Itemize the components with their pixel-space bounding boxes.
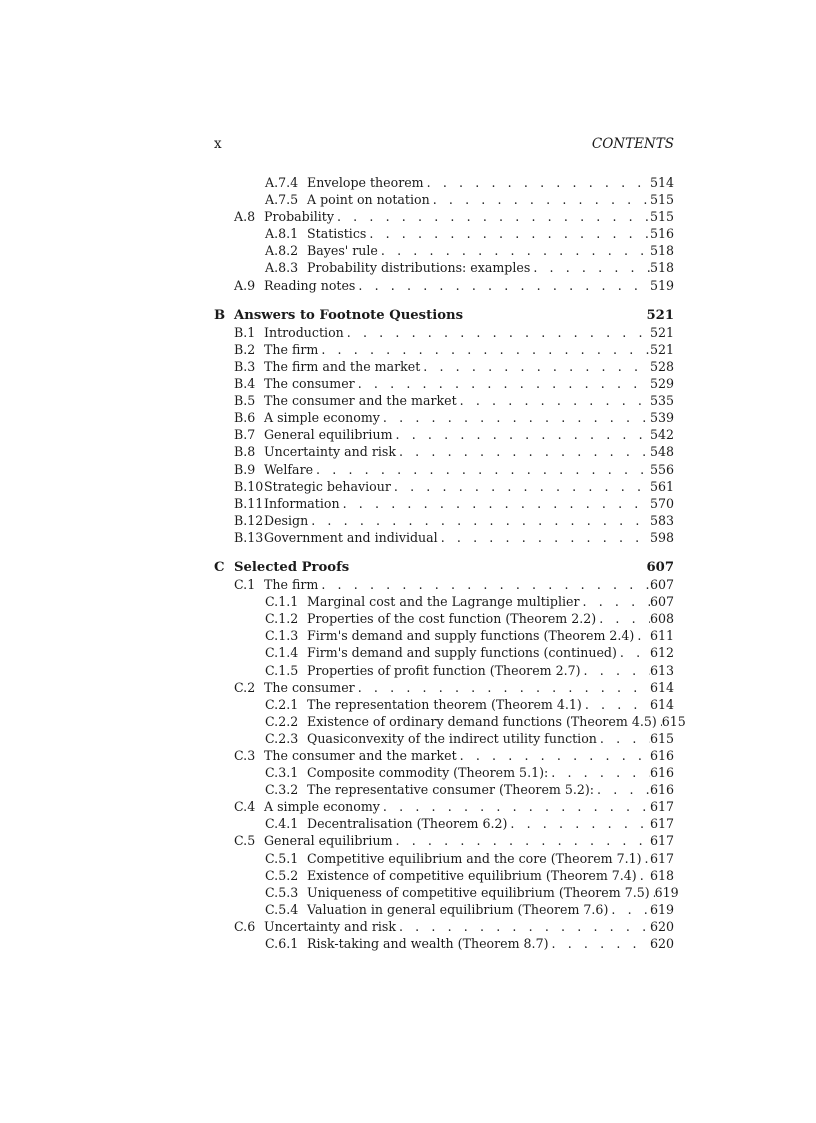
entry-number: C.1.4 [265, 645, 299, 661]
entry-title: Competitive equilibrium and the core (Theorem 7.1) [307, 850, 642, 866]
toc-subsection-entry[interactable] [214, 644, 674, 661]
toc-subsection-entry[interactable] [214, 935, 674, 952]
entry-number: B.13 [234, 529, 264, 545]
toc-section-entry[interactable] [214, 747, 674, 764]
entry-page: 516 [649, 226, 674, 242]
entry-number: C.1.5 [265, 662, 299, 678]
entry-title: Bayes' rule [307, 243, 378, 259]
entry-page: 521 [649, 341, 674, 357]
entry-title: The consumer [264, 376, 355, 392]
entry-title: The consumer and the market [264, 393, 457, 409]
entry-page: 617 [649, 816, 674, 832]
entry-title: General equilibrium [264, 833, 393, 849]
dot-leader [460, 747, 650, 764]
dot-leader [399, 443, 650, 460]
toc-subsection-entry[interactable] [214, 696, 674, 713]
dot-leader [583, 593, 650, 610]
entry-title: Existence of competitive equilibrium (Theorem 7.4) [307, 867, 637, 883]
toc-section-entry[interactable] [214, 832, 674, 849]
dot-leader [460, 392, 650, 409]
entry-title: Firm's demand and supply functions (Theorem 2.4) [307, 628, 635, 644]
entry-number: C.2.2 [265, 713, 299, 729]
dot-leader [600, 730, 650, 747]
entry-title: Uncertainty and risk [264, 918, 396, 934]
toc-subsection-entry[interactable] [214, 850, 674, 867]
entry-page: 529 [649, 376, 674, 392]
entry-page: 611 [649, 628, 674, 644]
entry-number: C.5.4 [265, 901, 299, 917]
dot-leader [441, 529, 650, 546]
toc-subsection-entry[interactable] [214, 627, 674, 644]
entry-page: 583 [649, 512, 674, 528]
dot-leader [640, 867, 650, 884]
toc-section-entry[interactable] [214, 918, 674, 935]
toc-section-entry[interactable] [214, 478, 674, 495]
dot-leader [427, 174, 650, 191]
entry-title: Valuation in general equilibrium (Theorem 7.6) [307, 901, 609, 917]
dot-leader [381, 242, 650, 259]
entry-page: 515 [649, 192, 674, 208]
entry-page: 519 [649, 277, 674, 293]
chapter-page: 521 [646, 307, 674, 323]
entry-title: Existence of ordinary demand functions (Theorem 4.5) [307, 713, 657, 729]
entry-page: 607 [649, 577, 674, 593]
entry-title: The firm and the market [264, 358, 421, 374]
entry-title: Welfare [264, 461, 314, 477]
entry-page: 607 [649, 594, 674, 610]
toc-section-entry[interactable] [214, 208, 674, 225]
toc-section-entry[interactable] [214, 529, 674, 546]
dot-leader [620, 644, 650, 661]
entry-title: Properties of profit function (Theorem 2.7) [307, 662, 581, 678]
entry-number: C.4.1 [265, 816, 299, 832]
dot-leader [599, 610, 650, 627]
chapter-title: Selected Proofs [234, 559, 350, 575]
entry-number: A.8.3 [265, 260, 299, 276]
toc-section-entry[interactable] [214, 324, 674, 341]
dot-leader [399, 918, 650, 935]
entry-title: Quasiconvexity of the indirect utility function [307, 730, 597, 746]
entry-title: Decentralisation (Theorem 6.2) [307, 816, 508, 832]
entry-title: The firm [264, 341, 319, 357]
entry-number: B.7 [234, 427, 256, 443]
dot-leader [551, 764, 650, 781]
entry-page: 612 [649, 645, 674, 661]
entry-number: B.2 [234, 341, 256, 357]
entry-title: Uniqueness of competitive equilibrium (Theorem 7.5) [307, 884, 650, 900]
dot-leader [394, 478, 650, 495]
dot-leader [597, 781, 650, 798]
entry-number: A.7.4 [265, 175, 299, 190]
toc-subsection-entry[interactable] [214, 662, 674, 679]
entry-number: C.1 [234, 577, 256, 593]
entry-title: Reading notes [264, 277, 356, 293]
page-number: x [214, 136, 222, 152]
entry-page: 598 [649, 529, 674, 545]
dot-leader [369, 225, 650, 242]
toc-section-entry[interactable] [214, 341, 674, 358]
toc-subsection-entry[interactable] [214, 242, 674, 259]
entry-title: The representative consumer (Theorem 5.2): [307, 782, 595, 798]
toc-section-entry[interactable] [214, 495, 674, 512]
entry-page: 618 [649, 867, 674, 883]
toc-subsection-entry[interactable] [214, 610, 674, 627]
toc-section-entry[interactable] [214, 358, 674, 375]
entry-page: 518 [649, 260, 674, 276]
entry-page: 616 [649, 782, 674, 798]
dot-leader [343, 495, 650, 512]
toc-subsection-entry[interactable] [214, 259, 674, 276]
entry-number: C.3.1 [265, 765, 299, 781]
entry-title: Probability distributions: examples [307, 260, 531, 276]
entry-number: C.1.2 [265, 611, 299, 627]
toc-subsection-entry[interactable] [214, 191, 674, 208]
dot-leader [584, 662, 650, 679]
toc-subsection-entry[interactable] [214, 867, 674, 884]
entry-page: 615 [649, 730, 674, 746]
entry-number: B.1 [234, 324, 256, 340]
entry-title: A simple economy [264, 799, 380, 815]
entry-title: Statistics [307, 226, 367, 242]
toc-section-entry[interactable] [214, 461, 674, 478]
entry-number: A.7.5 [265, 192, 299, 208]
page-header [214, 136, 674, 154]
entry-page: 570 [649, 495, 674, 511]
toc-subsection-entry[interactable] [214, 713, 686, 730]
dot-leader [358, 375, 650, 392]
entry-number: C.4 [234, 799, 256, 815]
dot-leader [637, 627, 650, 644]
entry-title: Strategic behaviour [264, 478, 391, 494]
entry-number: B.5 [234, 393, 256, 409]
dot-leader [510, 815, 650, 832]
entry-number: C.5 [234, 833, 256, 849]
entry-title: Uncertainty and risk [264, 444, 396, 460]
entry-page: 518 [649, 243, 674, 259]
running-title: CONTENTS [591, 136, 674, 152]
toc-section-entry[interactable] [214, 409, 674, 426]
entry-page: 620 [649, 918, 674, 934]
toc-subsection-entry[interactable] [214, 815, 674, 832]
entry-number: B.8 [234, 444, 256, 460]
chapter-number: C [214, 559, 225, 575]
entry-number: C.6.1 [265, 936, 299, 952]
entry-title: Information [264, 495, 340, 511]
dot-leader [337, 208, 650, 225]
entry-page: 542 [649, 427, 674, 443]
entry-title: A simple economy [264, 410, 380, 426]
entry-number: A.8 [234, 209, 256, 225]
toc-subsection-entry[interactable] [214, 225, 674, 242]
dot-leader [423, 358, 650, 375]
entry-page: 616 [649, 765, 674, 781]
entry-page: 613 [649, 662, 674, 678]
dot-leader [321, 576, 650, 593]
entry-number: A.8.2 [265, 243, 299, 259]
entry-page: 515 [649, 209, 674, 225]
entry-page: 616 [649, 748, 674, 763]
entry-title: The representation theorem (Theorem 4.1) [307, 696, 582, 712]
entry-number: B.10 [234, 478, 264, 494]
entry-title: The consumer [264, 679, 355, 695]
toc-section-entry[interactable] [214, 679, 674, 696]
dot-leader [358, 679, 650, 696]
entry-title: Design [264, 512, 309, 528]
toc-section-entry[interactable] [214, 443, 674, 460]
entry-page: 620 [649, 936, 674, 952]
entry-number: C.2.3 [265, 730, 299, 746]
toc-subsection-entry[interactable] [214, 781, 674, 798]
entry-number: C.1.3 [265, 628, 299, 644]
chapter-heading[interactable] [214, 559, 674, 576]
entry-number: C.5.2 [265, 867, 299, 883]
entry-number: C.2 [234, 679, 256, 695]
chapter-title: Answers to Footnote Questions [234, 307, 464, 323]
entry-page: 608 [649, 611, 674, 627]
entry-title: General equilibrium [264, 427, 393, 443]
entry-title: Composite commodity (Theorem 5.1): [307, 765, 549, 781]
entry-number: C.6 [234, 918, 256, 934]
dot-leader [321, 341, 650, 358]
entry-page: 617 [649, 850, 674, 866]
entry-page: 535 [649, 393, 674, 409]
toc-subsection-entry[interactable] [214, 593, 674, 610]
entry-title: The firm [264, 577, 319, 593]
dot-leader [396, 832, 650, 849]
toc-subsection-entry[interactable] [214, 174, 674, 191]
entry-number: B.12 [234, 512, 264, 528]
entry-number: B.11 [234, 495, 264, 511]
chapter-number: B [214, 307, 226, 323]
entry-number: B.3 [234, 358, 256, 374]
entry-title: Risk-taking and wealth (Theorem 8.7) [307, 936, 549, 952]
toc-section-entry[interactable] [214, 277, 674, 294]
entry-page: 619 [649, 901, 674, 917]
entry-number: C.3 [234, 748, 256, 763]
entry-title: Firm's demand and supply functions (continued) [307, 645, 617, 661]
toc-subsection-entry[interactable] [214, 901, 674, 918]
entry-page: 521 [649, 324, 674, 340]
dot-leader [433, 191, 650, 208]
toc-subsection-entry[interactable] [214, 730, 674, 747]
dot-leader [311, 512, 650, 529]
entry-title: Envelope theorem [307, 175, 424, 190]
chapter-page: 607 [646, 559, 674, 575]
dot-leader [585, 696, 650, 713]
entry-title: Marginal cost and the Lagrange multiplier [307, 594, 580, 610]
dot-leader [383, 798, 650, 815]
entry-page: 617 [649, 799, 674, 815]
entry-page: 615 [661, 713, 686, 729]
entry-number: C.1.1 [265, 594, 299, 610]
entry-page: 514 [649, 175, 674, 190]
entry-number: C.3.2 [265, 782, 299, 798]
entry-title: The consumer and the market [264, 748, 457, 763]
entry-number: A.8.1 [265, 226, 299, 242]
entry-page: 561 [649, 478, 674, 494]
dot-leader [533, 259, 650, 276]
toc-section-entry[interactable] [214, 426, 674, 443]
entry-number: B.6 [234, 410, 256, 426]
toc-subsection-entry[interactable] [214, 764, 674, 781]
dot-leader [552, 935, 650, 952]
toc-subsection-entry[interactable] [214, 884, 679, 901]
entry-number: C.5.3 [265, 884, 299, 900]
entry-title: Government and individual [264, 529, 438, 545]
entry-number: C.5.1 [265, 850, 299, 866]
chapter-heading[interactable] [214, 307, 674, 324]
entry-number: B.9 [234, 461, 256, 477]
entry-number: C.2.1 [265, 696, 299, 712]
entry-title: Properties of the cost function (Theorem 2.2) [307, 611, 597, 627]
entry-number: A.9 [234, 277, 256, 293]
entry-page: 617 [649, 833, 674, 849]
entry-title: Introduction [264, 324, 344, 340]
table-of-contents [214, 174, 686, 952]
toc-section-entry[interactable] [214, 392, 674, 409]
entry-page: 556 [649, 461, 674, 477]
dot-leader [611, 901, 650, 918]
entry-page: 619 [654, 884, 679, 900]
entry-page: 548 [649, 444, 674, 460]
entry-page: 539 [649, 410, 674, 426]
entry-page: 614 [649, 696, 674, 712]
entry-number: B.4 [234, 376, 256, 392]
entry-page: 614 [649, 679, 674, 695]
dot-leader [347, 324, 650, 341]
entry-page: 528 [649, 358, 674, 374]
dot-leader [396, 426, 650, 443]
entry-title: Probability [264, 209, 334, 225]
dot-leader [383, 409, 650, 426]
dot-leader [358, 277, 650, 294]
toc-section-entry[interactable] [214, 512, 674, 529]
dot-leader [316, 461, 650, 478]
toc-section-entry[interactable] [214, 375, 674, 392]
toc-section-entry[interactable] [214, 576, 674, 593]
toc-section-entry[interactable] [214, 798, 674, 815]
entry-title: A point on notation [307, 192, 430, 208]
